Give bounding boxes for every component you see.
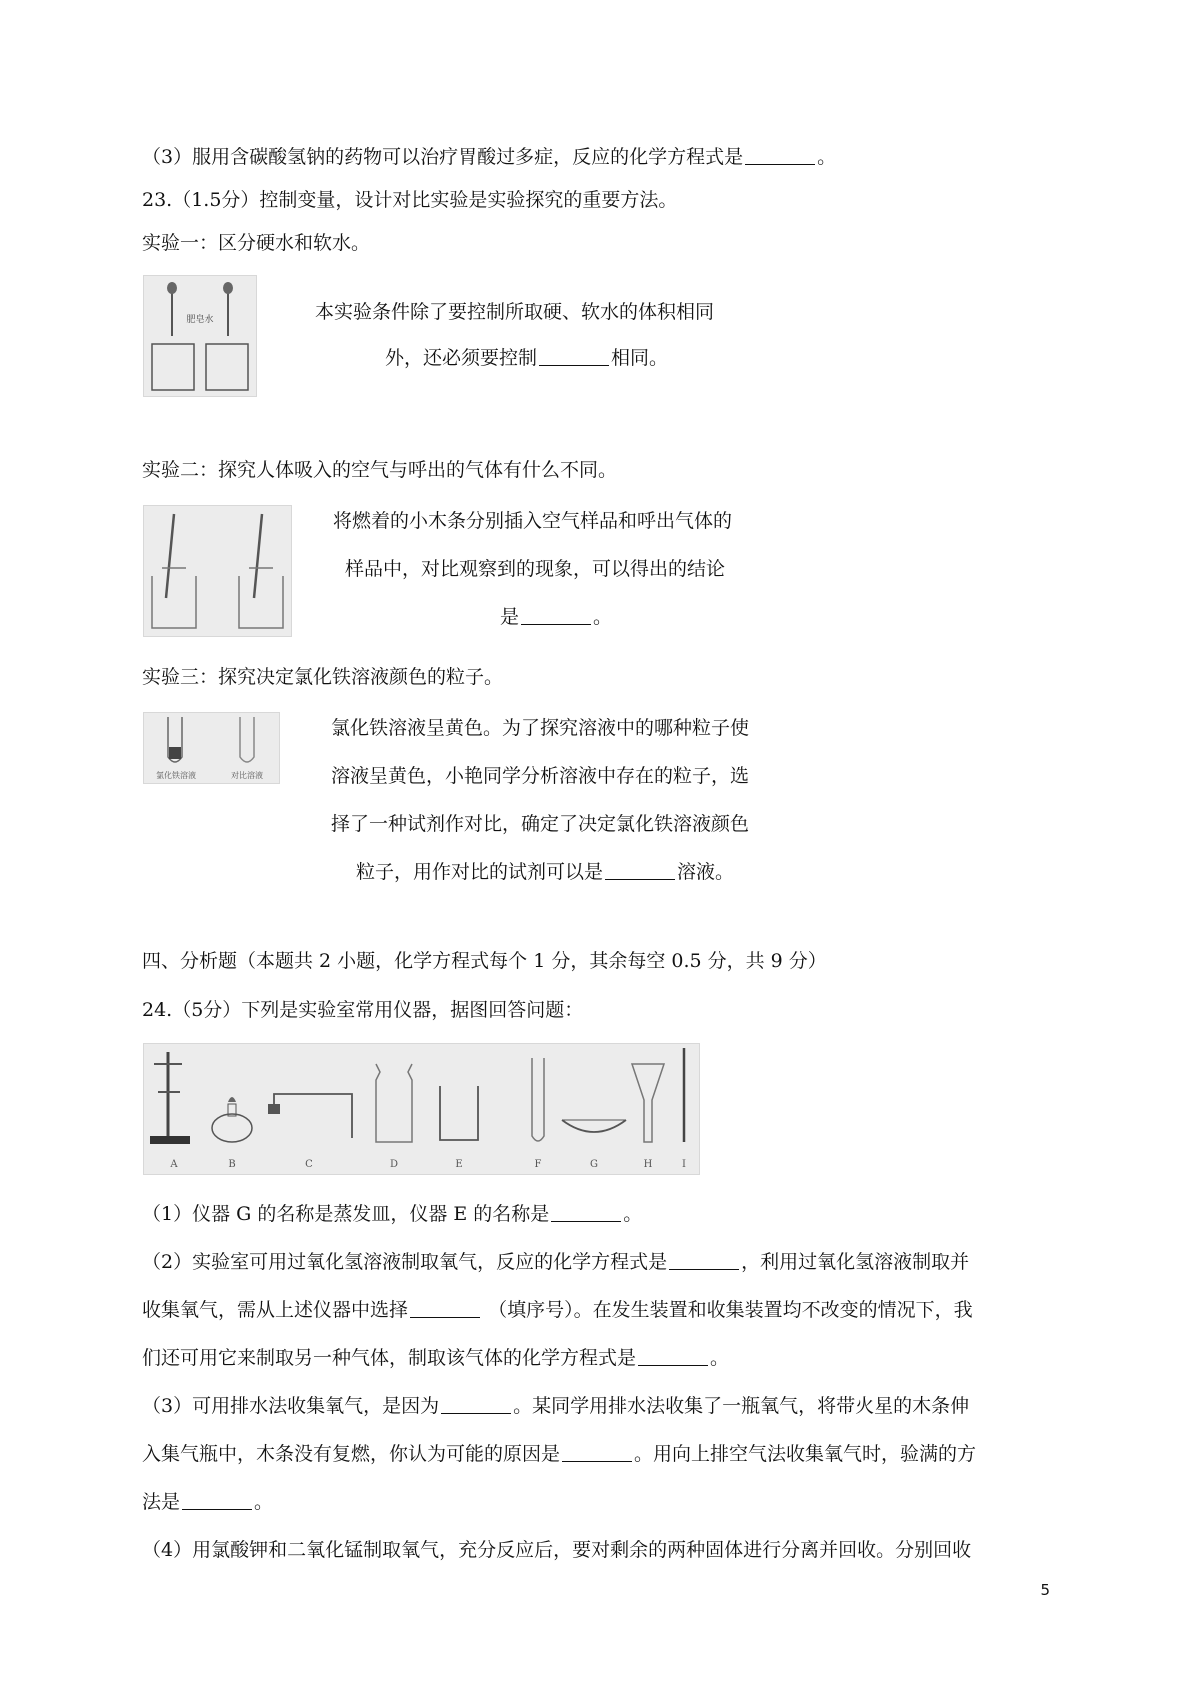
q24-part1: （1）仪器 G 的名称是蒸发皿，仪器 E 的名称是 。 <box>142 1203 643 1225</box>
answer-blank[interactable] <box>605 859 675 880</box>
ferric-chloride-label: 氯化铁溶液 <box>156 771 196 780</box>
page-number: 5 <box>1040 1581 1050 1599</box>
exp1-text-line2: 外，还必须要控制 相同。 <box>385 347 669 369</box>
q24-part2-line2: 收集氧气，需从上述仪器中选择 （填序号）。在发生装置和收集装置均不改变的情况下，我 <box>142 1299 973 1321</box>
q24-part3-line2: 入集气瓶中，木条没有复燃，你认为可能的原因是 。用向上排空气法收集氧气时，验满的方 <box>142 1443 977 1465</box>
q24-part3-line3: 法是 。 <box>142 1491 274 1513</box>
label-I: I <box>682 1159 686 1170</box>
q24-part3-line1: （3）可用排水法收集氧气，是因为 。某同学用排水法收集了一瓶氧气，将带火星的木条伸 <box>142 1395 970 1417</box>
soap-water-label: 肥皂水 <box>186 315 214 325</box>
answer-blank[interactable] <box>562 1441 632 1462</box>
answer-blank[interactable] <box>441 1393 511 1414</box>
experiment2-title: 实验二：探究人体吸入的空气与呼出的气体有什么不同。 <box>142 459 618 481</box>
exp3-text-line4: 粒子，用作对比的试剂可以是 溶液。 <box>356 861 735 883</box>
answer-blank[interactable] <box>539 345 609 366</box>
section4-header: 四、分析题（本题共 2 小题，化学方程式每个 1 分，其余每空 0.5 分，共 9 分） <box>142 950 827 972</box>
label-C: C <box>305 1159 313 1170</box>
experiment3-title: 实验三：探究决定氯化铁溶液颜色的粒子。 <box>142 666 504 688</box>
q24-part2-line1: （2）实验室可用过氧化氢溶液制取氧气，反应的化学方程式是 ，利用过氧化氢溶液制取并 <box>142 1251 970 1273</box>
label-G: G <box>590 1159 598 1170</box>
exp3-text-line2: 溶液呈黄色，小艳同学分析溶液中存在的粒子，选 <box>331 765 750 787</box>
label-A: A <box>170 1159 178 1170</box>
exp2-text-line1: 将燃着的小木条分别插入空气样品和呼出气体的 <box>333 510 733 532</box>
answer-blank[interactable] <box>521 604 591 625</box>
q24-part4-line1: （4）用氯酸钾和二氧化锰制取氧气，充分反应后，要对剩余的两种固体进行分离并回收。分别回收 <box>142 1539 972 1561</box>
experiment1-title: 实验一：区分硬水和软水。 <box>142 232 371 254</box>
answer-blank[interactable] <box>551 1201 621 1222</box>
label-B: B <box>228 1159 236 1170</box>
q22-part3: （3）服用含碳酸氢钠的药物可以治疗胃酸过多症，反应的化学方程式是 。 <box>142 146 837 168</box>
answer-blank[interactable] <box>638 1345 708 1366</box>
exp2-text-line3: 是 。 <box>500 606 613 628</box>
q24-header: 24.（5分）下列是实验室常用仪器，据图回答问题： <box>142 999 584 1021</box>
label-D: D <box>389 1159 399 1170</box>
answer-blank[interactable] <box>410 1297 480 1318</box>
label-H: H <box>643 1159 653 1170</box>
lab-instruments-figure <box>143 1043 700 1175</box>
burning-stick-figure <box>143 505 292 637</box>
q24-part2-line3: 们还可用它来制取另一种气体，制取该气体的化学方程式是 。 <box>142 1347 730 1369</box>
label-F: F <box>534 1159 542 1170</box>
answer-blank[interactable] <box>182 1489 252 1510</box>
exp3-text-line3: 择了一种试剂作对比，确定了决定氯化铁溶液颜色 <box>331 813 750 835</box>
test-tube-figure <box>143 712 280 784</box>
exp2-text-line2: 样品中，对比观察到的现象，可以得出的结论 <box>345 558 726 580</box>
q23-header: 23.（1.5分）控制变量，设计对比实验是实验探究的重要方法。 <box>142 189 678 211</box>
exp3-text-line1: 氯化铁溶液呈黄色。为了探究溶液中的哪种粒子使 <box>331 717 750 739</box>
answer-blank[interactable] <box>745 144 815 165</box>
hard-soft-water-figure <box>143 275 257 397</box>
comparison-solution-label: 对比溶液 <box>231 771 263 780</box>
exp1-text-line1: 本实验条件除了要控制所取硬、软水的体积相同 <box>315 301 715 323</box>
answer-blank[interactable] <box>669 1249 739 1270</box>
label-E: E <box>455 1159 463 1170</box>
